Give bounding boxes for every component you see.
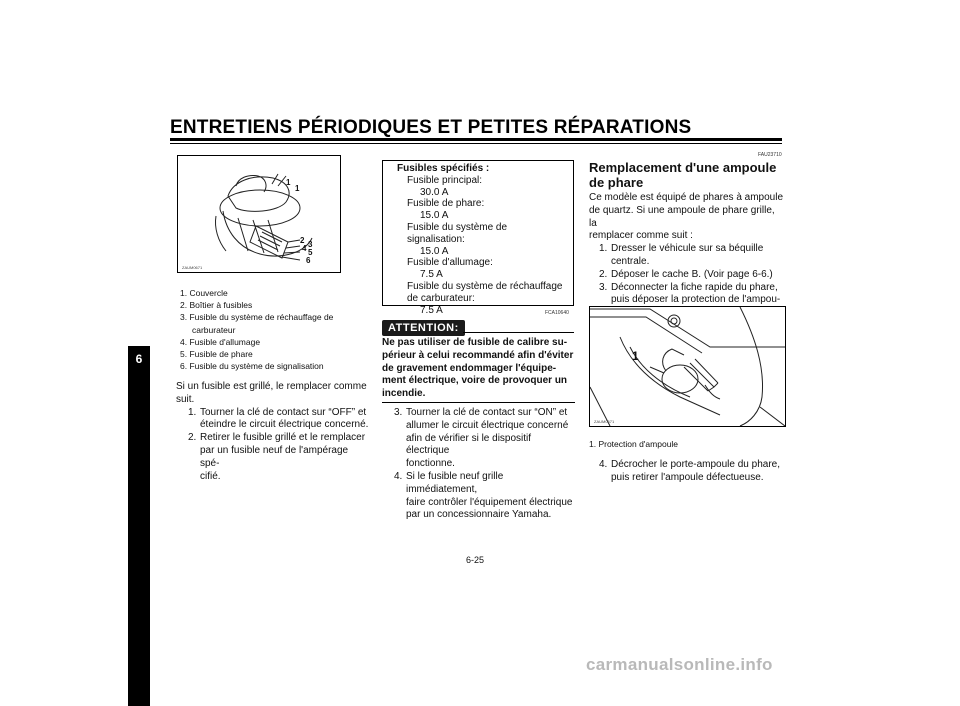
step-4-bulb <box>589 459 785 485</box>
attention-badge-wrap <box>382 318 465 336</box>
section-title <box>589 160 789 190</box>
spec-line: Fusible d'allumage: <box>407 257 493 269</box>
page-number: 6-25 <box>466 555 485 565</box>
attention-code: FCA10640 <box>545 310 569 316</box>
callout-1b: 1 <box>295 184 300 193</box>
caption-item: carburateur <box>192 324 236 335</box>
callout-6: 6 <box>306 256 311 265</box>
spec-value: 15.0 A <box>420 245 449 257</box>
attention-rule-bottom <box>382 402 575 403</box>
spec-line: Fusible principal: <box>407 174 483 186</box>
intro-line: suit. <box>176 393 195 405</box>
chapter-tab: 6 <box>128 346 150 706</box>
headlight-figure-caption <box>589 438 785 450</box>
step-line: Retirer le fusible grillé et le remplacer <box>200 432 366 444</box>
callout-1: 1 <box>632 349 639 363</box>
step-line: éteindre le circuit électrique concerné. <box>200 419 369 431</box>
step-line: Dresser le véhicule sur sa béquille <box>611 243 764 255</box>
step-number: 2. <box>599 268 608 280</box>
callout-2: 2 <box>300 236 305 245</box>
step-line: puis déposer la protection de l'ampou- <box>611 294 781 306</box>
figure-code: ZAUM0671 <box>182 265 203 270</box>
spec-line: Fusible de phare: <box>407 198 485 210</box>
step-number: 4. <box>394 470 403 482</box>
step-line: Décrocher le porte-ampoule du phare, <box>611 459 780 470</box>
intro-line: remplacer comme suit : <box>589 230 693 242</box>
fuse-figure-caption <box>180 287 350 372</box>
spec-value: 7.5 A <box>420 269 443 281</box>
attention-text <box>382 337 575 401</box>
fuse-box-illustration <box>178 156 340 272</box>
caption-item: 5. Fusible de phare <box>180 349 253 360</box>
headlight-figure <box>589 306 786 427</box>
attention-line: de gravement endommager l'équipe- <box>382 362 557 374</box>
step-3 <box>382 407 576 471</box>
caption-item: 4. Fusible d'allumage <box>180 336 261 347</box>
header-rule-thin <box>170 143 782 144</box>
step-number: 2. <box>188 432 197 444</box>
step-line: Tourner la clé de contact sur “OFF” et <box>200 406 367 418</box>
caption-item: 2. Boîtier à fusibles <box>180 300 253 311</box>
step-line: Tourner la clé de contact sur “ON” et <box>406 407 568 418</box>
step-line: allumer le circuit électrique concerné <box>406 419 569 431</box>
attention-line: périeur à celui recommandé afin d'éviter <box>382 349 574 361</box>
caption-item: 6. Fusible du système de signalisation <box>180 361 324 372</box>
middle-body <box>382 407 576 522</box>
step-number: 3. <box>394 407 403 418</box>
step-4-fuse <box>382 471 576 522</box>
spec-title: Fusibles spécifiés : <box>397 163 490 174</box>
header-rule <box>170 138 782 141</box>
spec-line: Fusible du système de réchauffage <box>407 280 563 292</box>
attention-line: incendie. <box>382 388 426 400</box>
attention-line: ment électrique, voire de provoquer un <box>382 375 568 387</box>
step-number: 4. <box>599 459 608 470</box>
attention-rule-top <box>463 332 574 333</box>
caption-item: 1. Couvercle <box>180 288 228 298</box>
callout-1: 1 <box>286 178 291 187</box>
callout-4: 4 <box>302 244 307 253</box>
headlight-illustration <box>590 307 785 426</box>
right-body <box>589 192 785 320</box>
section-title-line: de phare <box>589 175 644 190</box>
caption-item: 1. Protection d'ampoule <box>589 439 679 449</box>
step-1-bulb <box>589 243 785 269</box>
callout-5: 5 <box>308 248 313 257</box>
step-line: afin de vérifier si le dispositif électrique <box>406 432 532 457</box>
step-line: cifié. <box>200 470 221 482</box>
spec-line: Fusible du système de signalisation: <box>407 221 508 245</box>
step-line: par un concessionnaire Yamaha. <box>406 509 552 521</box>
callout-3: 3 <box>308 240 313 249</box>
intro-line: de quartz. Si une ampoule de phare grille, la <box>589 204 775 229</box>
step-2 <box>176 432 370 483</box>
spec-value: 7.5 A <box>420 304 443 316</box>
step-line: fonctionne. <box>406 458 455 470</box>
intro-line: Si un fusible est grillé, le remplacer comme <box>176 381 367 392</box>
attention-badge: ATTENTION: <box>382 320 465 336</box>
step-line: faire contrôler l'équipement électrique <box>406 496 573 508</box>
spec-value: 30.0 A <box>420 186 449 198</box>
step-number: 1. <box>188 406 197 418</box>
step-number: 1. <box>599 243 608 255</box>
figure-code: ZAUM0671 <box>594 419 615 424</box>
step-2-bulb <box>589 269 785 282</box>
right-body-step4 <box>589 459 785 485</box>
section-title-line: Remplacement d'une ampoule <box>589 160 777 175</box>
spec-line: de carburateur: <box>407 292 475 304</box>
spec-value: 15.0 A <box>420 210 449 222</box>
step-line: Déposer le cache B. (Voir page 6-6.) <box>611 268 773 280</box>
section-code: FAU23710 <box>758 152 782 158</box>
intro-line: Ce modèle est équipé de phares à ampoule <box>589 192 784 203</box>
step-line: Si le fusible neuf grille immédiatement, <box>406 470 504 495</box>
step-line: par un fusible neuf de l'ampérage spé- <box>200 444 349 469</box>
step-line: puis retirer l'ampoule défectueuse. <box>611 471 764 483</box>
step-line: Déconnecter la fiche rapide du phare, <box>611 281 778 293</box>
attention-line: Ne pas utiliser de fusible de calibre su- <box>382 337 568 348</box>
watermark: carmanualsonline.info <box>586 655 773 674</box>
step-line: centrale. <box>611 255 650 267</box>
page-header-title: ENTRETIENS PÉRIODIQUES ET PETITES RÉPARATIONS <box>170 117 692 138</box>
left-body <box>176 381 370 483</box>
fuse-box-figure <box>177 155 341 273</box>
step-number: 3. <box>599 281 608 293</box>
caption-item: 3. Fusible du système de réchauffage de <box>180 312 334 323</box>
step-1 <box>176 407 370 433</box>
